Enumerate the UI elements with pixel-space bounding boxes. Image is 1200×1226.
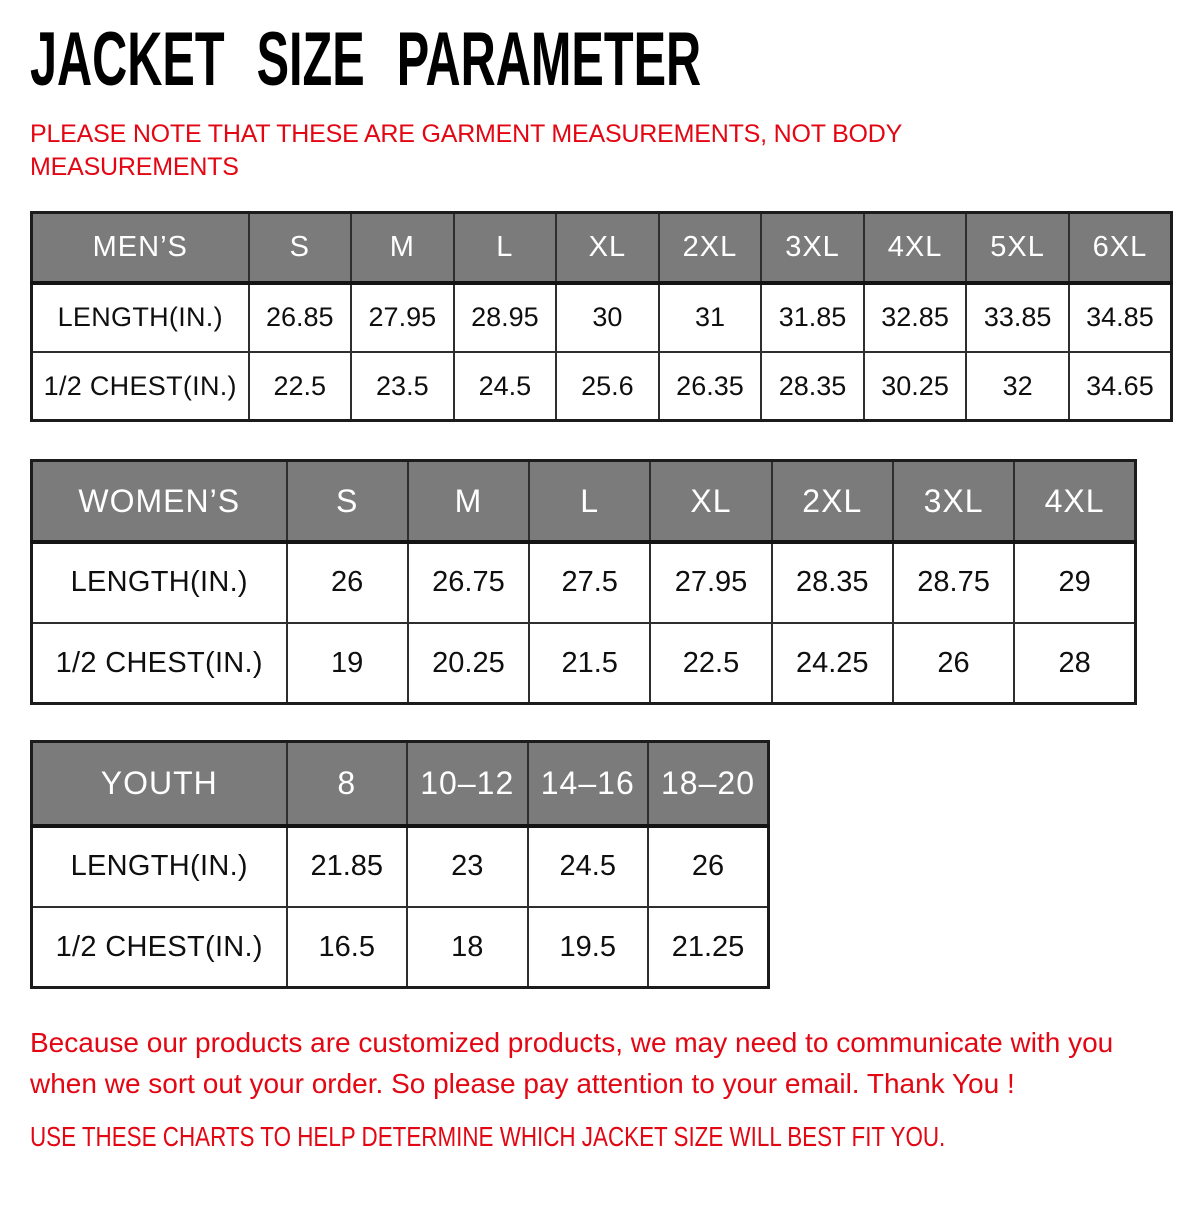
measurement-value: 28.75 xyxy=(893,542,1014,623)
measurement-row xyxy=(32,623,1136,704)
header-row-womens xyxy=(32,461,1136,542)
size-column-header: 5XL xyxy=(966,213,1069,283)
header-row-mens xyxy=(32,213,1172,283)
measurement-row xyxy=(32,826,769,907)
measurement-value: 32.85 xyxy=(864,283,967,352)
measurement-value: 23 xyxy=(407,826,528,907)
measurement-value: 30 xyxy=(556,283,659,352)
garment-measurement-note: PLEASE NOTE THAT THESE ARE GARMENT MEASUREMENTS, NOT BODY MEASUREMENTS xyxy=(30,120,902,181)
measurement-value: 26.75 xyxy=(408,542,529,623)
measurement-value: 31.85 xyxy=(761,283,864,352)
customization-note: Because our products are customized products, we may need to communicate with you when we sort out your order. So please pay attention to your email. Thank You ! xyxy=(30,1027,1114,1099)
measurement-value: 28 xyxy=(1014,623,1135,704)
measurement-value: 20.25 xyxy=(408,623,529,704)
table-title-womens: WOMEN’S xyxy=(32,461,287,542)
size-column-header: 10–12 xyxy=(407,742,528,826)
size-column-header: 2XL xyxy=(772,461,893,542)
measurement-value: 31 xyxy=(659,283,762,352)
row-label: LENGTH(IN.) xyxy=(32,283,249,352)
fit-advice: USE THESE CHARTS TO HELP DETERMINE WHICH JACKET SIZE WILL BEST FIT YOU. xyxy=(30,1120,946,1152)
page-title: JACKET SIZE PARAMETER xyxy=(30,17,702,102)
size-table-youth xyxy=(30,740,770,989)
measurement-value: 27.95 xyxy=(351,283,454,352)
measurement-value: 21.85 xyxy=(287,826,408,907)
measurement-value: 27.95 xyxy=(650,542,771,623)
measurement-value: 22.5 xyxy=(249,352,352,421)
measurement-value: 21.25 xyxy=(648,907,769,988)
size-column-header: XL xyxy=(556,213,659,283)
size-table-mens xyxy=(30,211,1173,422)
measurement-value: 16.5 xyxy=(287,907,408,988)
row-label: 1/2 CHEST(IN.) xyxy=(32,352,249,421)
measurement-value: 22.5 xyxy=(650,623,771,704)
measurement-value: 28.35 xyxy=(761,352,864,421)
size-tables-container xyxy=(30,211,1200,989)
measurement-value: 26.35 xyxy=(659,352,762,421)
size-column-header: XL xyxy=(650,461,771,542)
size-column-header: 4XL xyxy=(1014,461,1135,542)
size-column-header: 3XL xyxy=(761,213,864,283)
jacket-size-chart-page xyxy=(0,17,1200,1226)
header-row-youth xyxy=(32,742,769,826)
measurement-value: 26 xyxy=(287,542,408,623)
measurement-row xyxy=(32,352,1172,421)
measurement-value: 24.5 xyxy=(454,352,557,421)
size-column-header: L xyxy=(529,461,650,542)
measurement-value: 21.5 xyxy=(529,623,650,704)
size-column-header: 3XL xyxy=(893,461,1014,542)
measurement-value: 19.5 xyxy=(528,907,649,988)
size-column-header: S xyxy=(287,461,408,542)
measurement-value: 26 xyxy=(648,826,769,907)
measurement-value: 27.5 xyxy=(529,542,650,623)
measurement-value: 34.65 xyxy=(1069,352,1172,421)
measurement-value: 33.85 xyxy=(966,283,1069,352)
size-column-header: 8 xyxy=(287,742,408,826)
size-column-header: 2XL xyxy=(659,213,762,283)
table-title-youth: YOUTH xyxy=(32,742,287,826)
measurement-value: 29 xyxy=(1014,542,1135,623)
size-column-header: M xyxy=(408,461,529,542)
measurement-value: 32 xyxy=(966,352,1069,421)
row-label: LENGTH(IN.) xyxy=(32,542,287,623)
measurement-row xyxy=(32,907,769,988)
measurement-value: 19 xyxy=(287,623,408,704)
measurement-value: 34.85 xyxy=(1069,283,1172,352)
measurement-value: 28.35 xyxy=(772,542,893,623)
measurement-value: 26.85 xyxy=(249,283,352,352)
row-label: 1/2 CHEST(IN.) xyxy=(32,907,287,988)
measurement-value: 28.95 xyxy=(454,283,557,352)
size-column-header: S xyxy=(249,213,352,283)
measurement-value: 23.5 xyxy=(351,352,454,421)
row-label: 1/2 CHEST(IN.) xyxy=(32,623,287,704)
size-column-header: 14–16 xyxy=(528,742,649,826)
size-table-womens xyxy=(30,459,1137,705)
measurement-value: 18 xyxy=(407,907,528,988)
size-column-header: L xyxy=(454,213,557,283)
size-column-header: 4XL xyxy=(864,213,967,283)
row-label: LENGTH(IN.) xyxy=(32,826,287,907)
measurement-row xyxy=(32,283,1172,352)
measurement-value: 25.6 xyxy=(556,352,659,421)
size-column-header: 6XL xyxy=(1069,213,1172,283)
measurement-value: 24.5 xyxy=(528,826,649,907)
measurement-value: 24.25 xyxy=(772,623,893,704)
measurement-value: 30.25 xyxy=(864,352,967,421)
measurement-row xyxy=(32,542,1136,623)
size-column-header: M xyxy=(351,213,454,283)
measurement-value: 26 xyxy=(893,623,1014,704)
table-title-mens: MEN’S xyxy=(32,213,249,283)
size-column-header: 18–20 xyxy=(648,742,769,826)
